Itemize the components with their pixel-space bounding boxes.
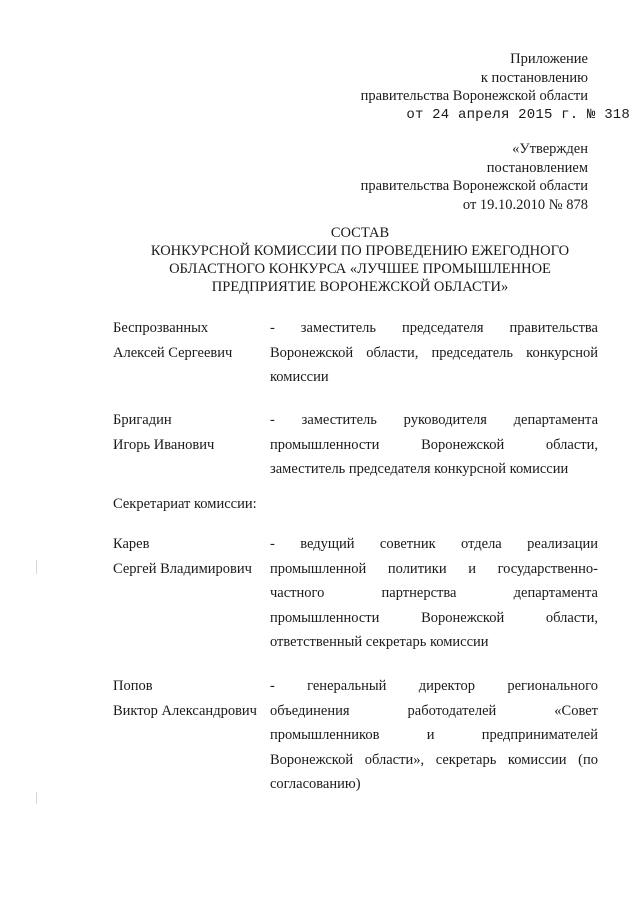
- approval-block: [361, 140, 588, 214]
- member-name: Карев Сергей Владимирович: [113, 536, 252, 577]
- member-role: - заместитель председателя правительства Воронежской области, председатель конкурсной комиссии: [270, 320, 598, 385]
- title-line: ОБЛАСТНОГО КОНКУРСА «ЛУЧШЕЕ ПРОМЫШЛЕННОЕ: [169, 261, 551, 277]
- document-title: [0, 224, 640, 296]
- member-name: Попов Виктор Александрович: [113, 678, 257, 719]
- approved-label: «Утвержден: [512, 141, 588, 157]
- approval-date-line: от 19.10.2010 № 878: [462, 196, 588, 213]
- member-role: - ведущий советник отдела реализации промышленной политики и государственно- частного партнерства департамента промышленности Воронежской области, ответственный секретарь комиссии: [270, 536, 598, 650]
- title-line: СОСТАВ: [330, 225, 390, 241]
- member-name: Бригадин Игорь Иванович: [113, 412, 215, 453]
- member-name: Беспрозванных Алексей Сергеевич: [113, 320, 233, 361]
- title-line: ПРЕДПРИЯТИЕ ВОРОНЕЖСКОЙ ОБЛАСТИ»: [211, 279, 509, 295]
- member-role: - генеральный директор регионального объединения работодателей «Совет промышленников и предпринимателей Воронежской области», секретарь комиссии (по согласованию): [270, 678, 598, 792]
- by-decree-label: постановлением: [486, 159, 588, 176]
- to-decree-label: к постановлению: [480, 69, 588, 86]
- approval-government-label: правительства Воронежской области: [360, 178, 588, 194]
- attachment-label: Приложение: [510, 51, 588, 67]
- scan-margin-mark: [36, 792, 37, 804]
- member-role: - заместитель руководителя департамента промышленности Воронежской области, заместитель председателя конкурсной комиссии: [270, 412, 598, 477]
- secretariat-label: Секретариат комиссии:: [113, 496, 257, 512]
- decree-date-stamp: от 24 апреля 2015 г. № 318: [406, 106, 630, 123]
- government-label: правительства Воронежской области: [360, 88, 588, 104]
- title-line: КОНКУРСНОЙ КОМИССИИ ПО ПРОВЕДЕНИЮ ЕЖЕГОДНОГО: [150, 243, 570, 259]
- scan-margin-mark: [36, 560, 37, 574]
- attachment-header: [360, 50, 630, 124]
